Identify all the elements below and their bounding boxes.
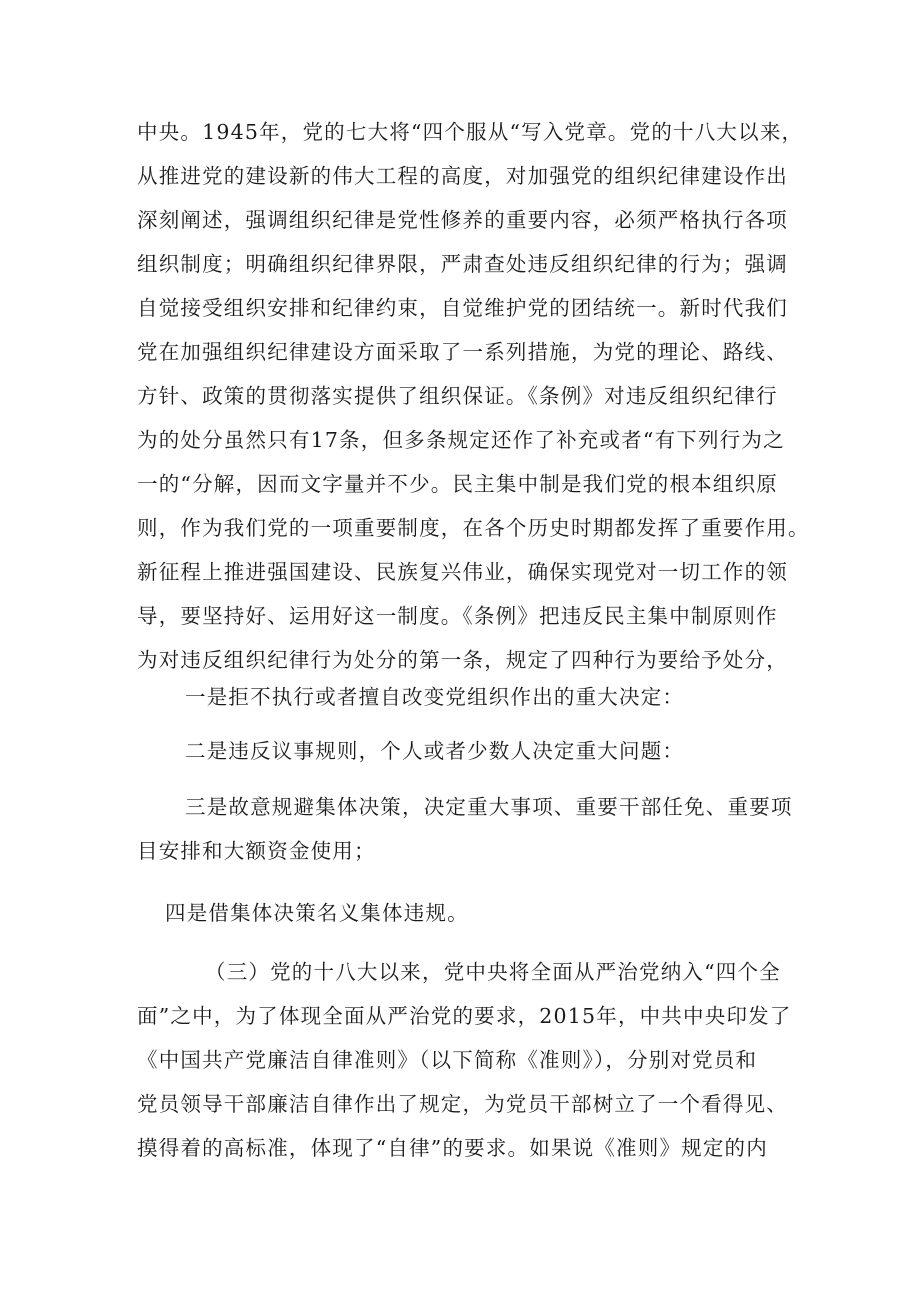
text-line: 《中国共产党廉洁自律准则》（以下简称《准则》），分别对党员和 <box>137 1048 758 1072</box>
text-line: 中央。1945年，党的七大将“四个服从“写入党章。党的十八大以来， <box>137 120 804 144</box>
text-line: 一的“分解，因而文字量并不少。民主集中制是我们党的根本组织原 <box>137 472 778 496</box>
text-line: 为的处分虽然只有17条，但多条规定还作了补充或者“有下列行为之 <box>137 428 785 452</box>
text-line: 自觉接受组织安排和纪律约束，自觉维护党的团结统一。新时代我们 <box>137 296 788 320</box>
list-item-4: 四是借集体决策名义集体违规。 <box>165 901 469 925</box>
text-line: 摸得着的高标准，体现了“自律”的要求。如果说《准则》规定的内 <box>137 1136 768 1160</box>
text-line: 则，作为我们党的一项重要制度，在各个历史时期都发挥了重要作用。 <box>137 516 810 540</box>
text-line: 面”之中，为了体现全面从严治党的要求，2015年，中共中央印发了 <box>137 1004 792 1028</box>
text-line: 新征程上推进强国建设、民族复兴伟业，确保实现党对一切工作的领 <box>137 560 788 584</box>
list-item-2: 二是违反议事规则，个人或者少数人决定重大问题： <box>185 739 685 763</box>
list-item-3-cont: 目安排和大额资金使用； <box>137 839 376 863</box>
list-item-1: 一是拒不执行或者擅自改变党组织作出的重大决定： <box>185 685 685 709</box>
section-paragraph-start: （三）党的十八大以来，党中央将全面从严治党纳入“四个全 <box>205 960 781 984</box>
text-line: 党员领导干部廉洁自律作出了规定，为党员干部树立了一个看得见、 <box>137 1092 788 1116</box>
text-line: 组织制度；明确组织纪律界限，严肃查处违反组织纪律的行为；强调 <box>137 252 788 276</box>
text-line: 导，要坚持好、运用好这一制度。《条例》把违反民主集中制原则作 <box>137 604 778 628</box>
text-line: 为对违反组织纪律行为处分的第一条，规定了四种行为要给予处分， <box>137 648 788 672</box>
list-item-3: 三是故意规避集体决策，决定重大事项、重要干部任免、重要项 <box>185 795 793 819</box>
text-line: 方针、政策的贯彻落实提供了组织保证。《条例》对违反组织纪律行 <box>137 384 778 408</box>
text-line: 党在加强组织纪律建设方面采取了一系列措施，为党的理论、路线、 <box>137 340 788 364</box>
text-line: 从推进党的建设新的伟大工程的高度，对加强党的组织纪律建设作出 <box>137 164 788 188</box>
text-line: 深刻阐述，强调组织纪律是党性修养的重要内容，必须严格执行各项 <box>137 208 788 232</box>
